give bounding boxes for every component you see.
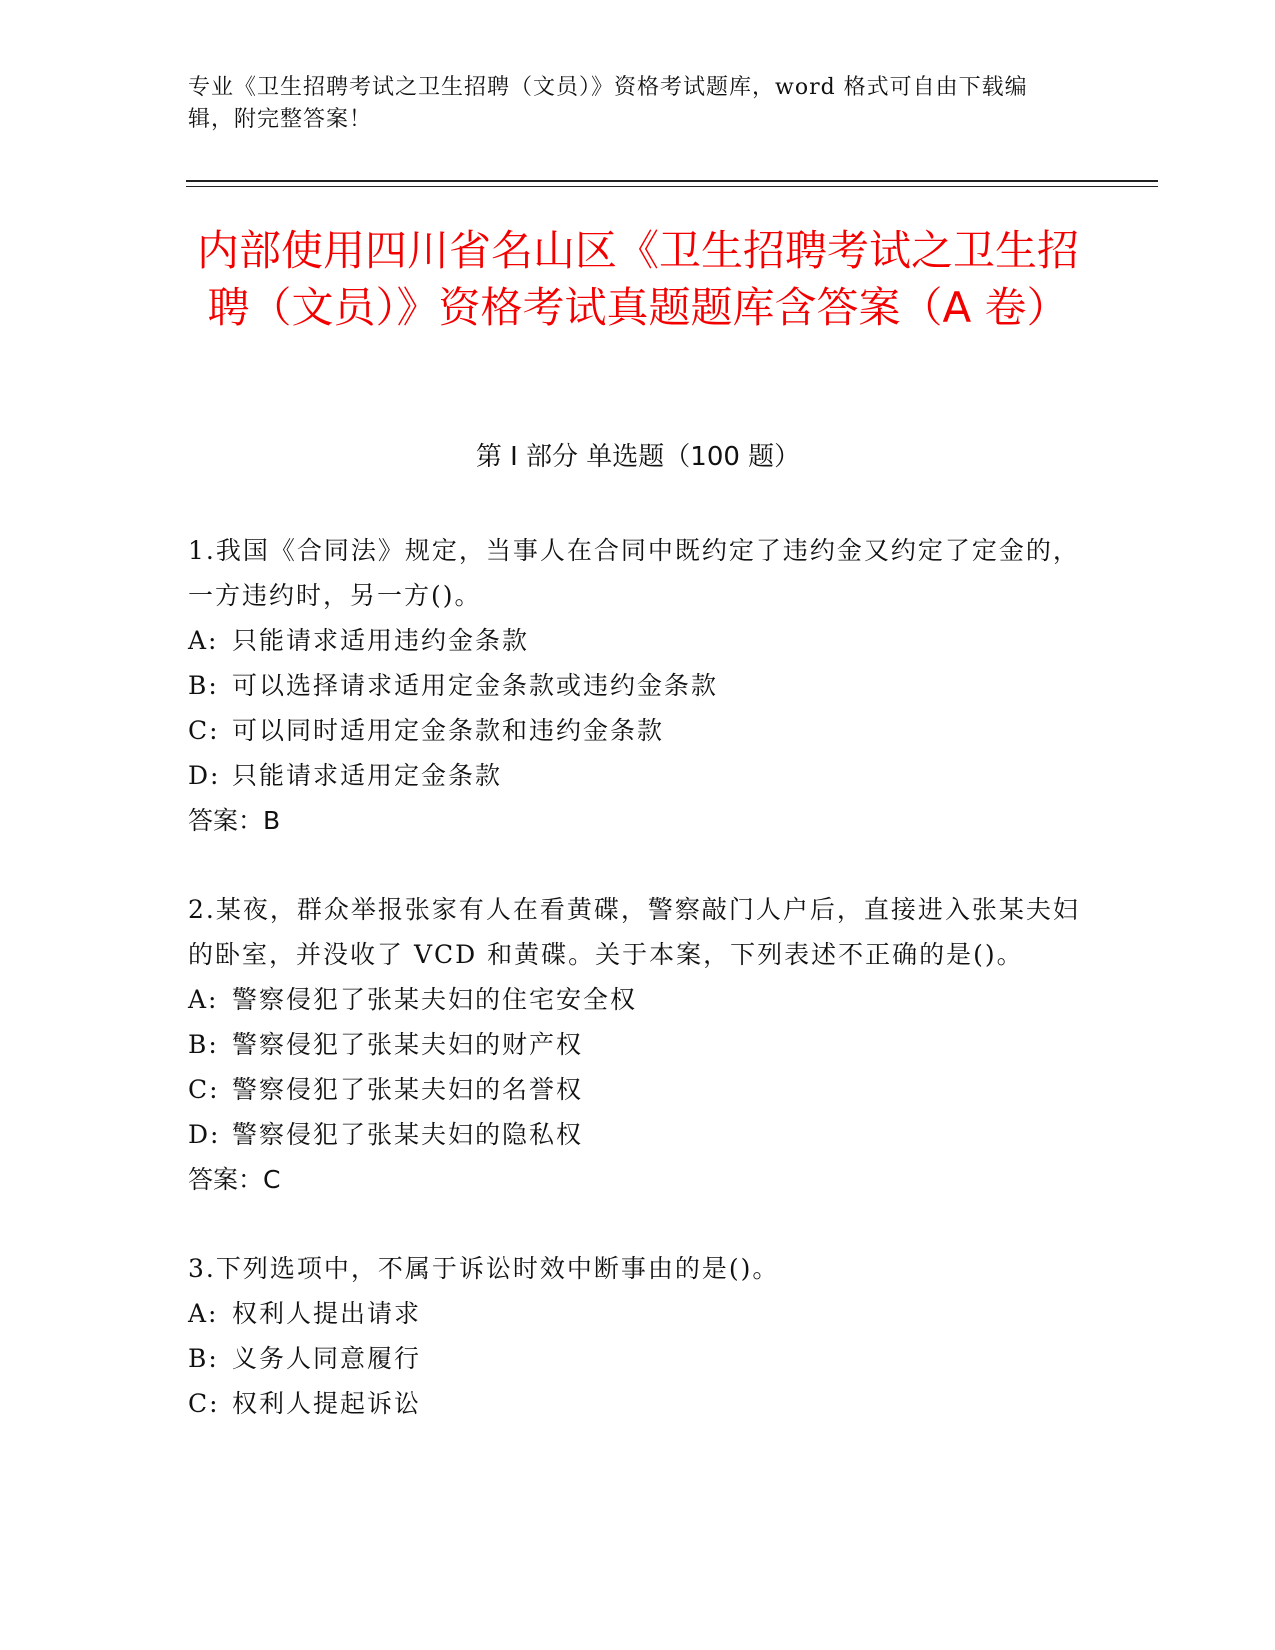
option-key: B:: [188, 671, 219, 700]
answer-option: [188, 1112, 1088, 1157]
option-key: C:: [188, 716, 220, 745]
option-text: 警察侵犯了张某夫妇的隐私权: [232, 1120, 584, 1149]
option-key: A:: [188, 1299, 219, 1328]
header-divider-thin: [186, 186, 1158, 187]
option-key: B:: [188, 1344, 219, 1373]
option-key: C:: [188, 1075, 220, 1104]
option-text: 警察侵犯了张某夫妇的名誉权: [232, 1075, 584, 1104]
question-item: [188, 1246, 1088, 1426]
header-divider-thick: [186, 180, 1158, 182]
option-key: D:: [188, 761, 221, 790]
option-key: B:: [188, 1030, 219, 1059]
option-text: 权利人提出请求: [232, 1299, 422, 1328]
correct-answer: 答案：B: [188, 806, 281, 835]
option-key: D:: [188, 1120, 221, 1149]
answer-option: [188, 1381, 1088, 1426]
section-heading: 第 I 部分 单选题（100 题）: [475, 442, 801, 472]
option-text: 只能请求适用定金条款: [232, 761, 503, 790]
document-title: 内部使用四川省名山区《卫生招聘考试之卫生招聘（文员）》资格考试真题题库含答案（A 卷）: [196, 226, 1079, 332]
header-note: 专业《卫生招聘考试之卫生招聘（文员）》资格考试题库，word 格式可自由下载编辑，附完整答案！: [188, 75, 1028, 132]
correct-answer: 答案：C: [188, 1165, 281, 1194]
question-stem: 3.下列选项中，不属于诉讼时效中断事由的是()。: [188, 1254, 780, 1283]
question-list: [188, 528, 1088, 1470]
question-item: [188, 887, 1088, 1202]
option-text: 权利人提起诉讼: [232, 1389, 422, 1418]
option-key: A:: [188, 985, 219, 1014]
answer-option: [188, 1291, 1088, 1336]
option-text: 警察侵犯了张某夫妇的住宅安全权: [232, 985, 638, 1014]
answer-option: [188, 663, 1088, 708]
answer-option: [188, 618, 1088, 663]
option-key: C:: [188, 1389, 220, 1418]
question-stem: 1.我国《合同法》规定，当事人在合同中既约定了违约金又约定了定金的，一方违约时，另一方()。: [188, 536, 1080, 610]
answer-option: [188, 753, 1088, 798]
option-text: 只能请求适用违约金条款: [232, 626, 530, 655]
question-stem: 2.某夜，群众举报张家有人在看黄碟，警察敲门人户后，直接进入张某夫妇的卧室，并没收了 VCD 和黄碟。关于本案，下列表述不正确的是()。: [188, 895, 1080, 969]
question-item: [188, 528, 1088, 843]
option-key: A:: [188, 626, 219, 655]
answer-option: [188, 977, 1088, 1022]
option-text: 义务人同意履行: [232, 1344, 422, 1373]
answer-option: [188, 1022, 1088, 1067]
option-text: 可以选择请求适用定金条款或违约金条款: [232, 671, 719, 700]
answer-option: [188, 1336, 1088, 1381]
option-text: 可以同时适用定金条款和违约金条款: [232, 716, 665, 745]
answer-option: [188, 1067, 1088, 1112]
option-text: 警察侵犯了张某夫妇的财产权: [232, 1030, 584, 1059]
answer-option: [188, 708, 1088, 753]
